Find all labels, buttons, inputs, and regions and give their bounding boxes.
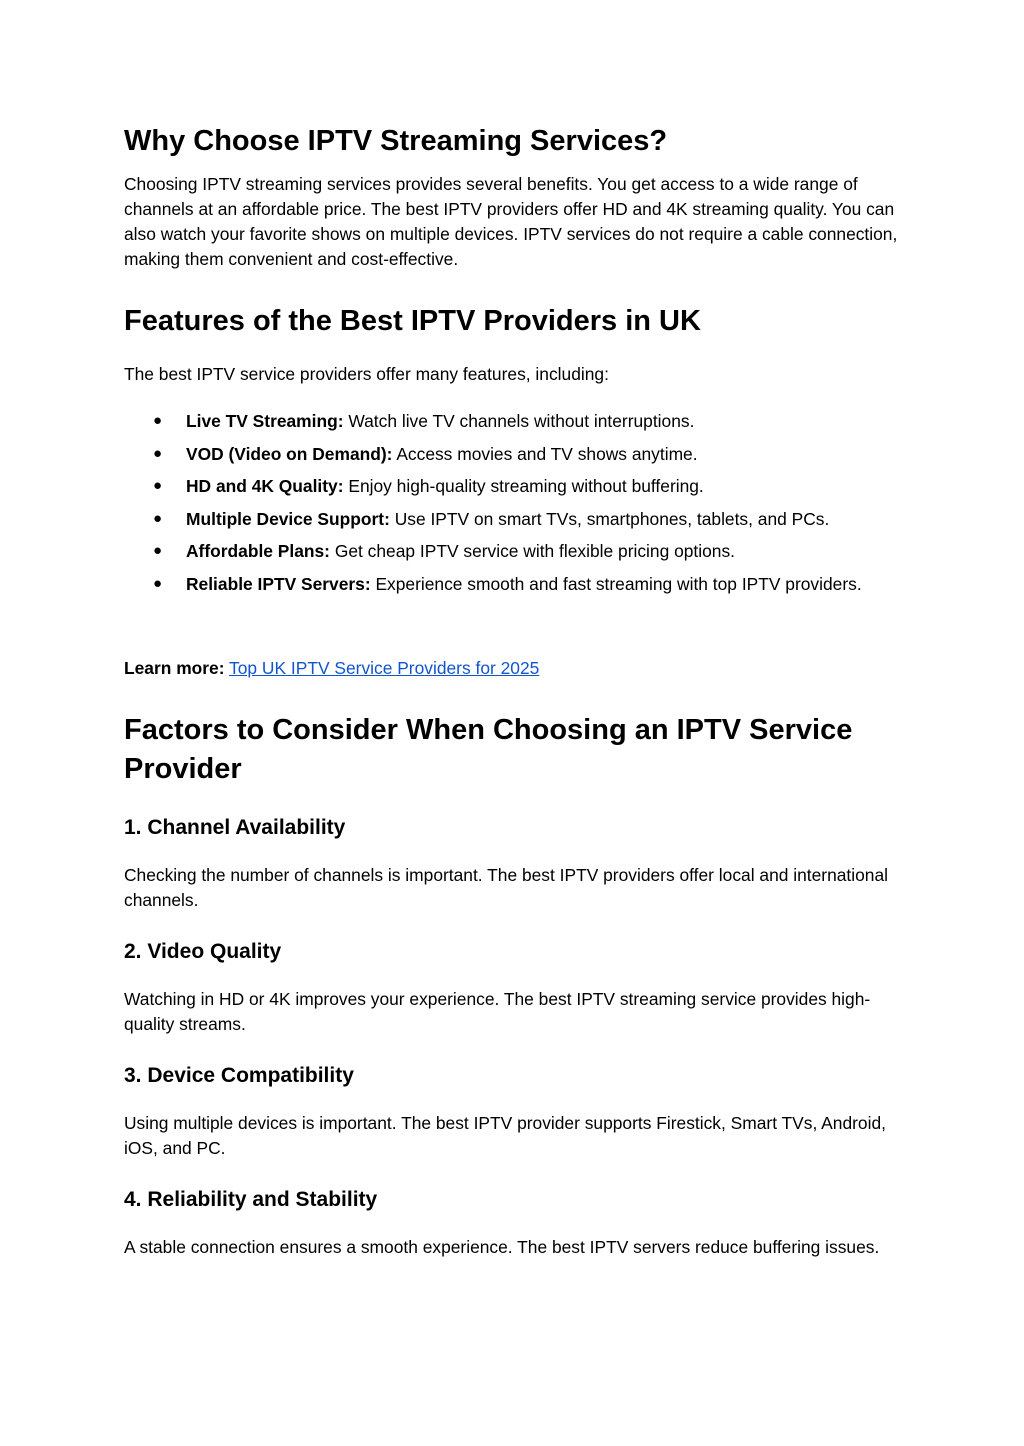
list-item <box>124 535 904 568</box>
list-item <box>124 438 904 471</box>
bullet-icon: ● <box>153 542 163 560</box>
bullet-icon: ● <box>153 477 163 495</box>
feature-text: Experience smooth and fast streaming with top IPTV providers. <box>370 573 862 594</box>
feature-label: VOD (Video on Demand): <box>186 443 393 464</box>
feature-label: Affordable Plans: <box>186 541 330 562</box>
feature-text: Watch live TV channels without interruptions. <box>343 411 695 431</box>
factor-title: 3. Device Compatibility <box>124 1064 354 1087</box>
factor-text: Watching in HD or 4K improves your experience. The best IPTV streaming service provides high-quality streams. <box>124 989 871 1034</box>
providers-2025-link[interactable]: Top UK IPTV Service Providers for 2025 <box>229 658 540 678</box>
feature-text: Use IPTV on smart TVs, smartphones, tablets, and PCs. <box>389 508 830 529</box>
learn-more-line <box>124 656 904 681</box>
feature-label: Live TV Streaming: <box>186 411 344 431</box>
feature-text: Get cheap IPTV service with flexible pricing options. <box>329 541 735 562</box>
factor-title: 2. Video Quality <box>124 940 282 963</box>
feature-text: Enjoy high-quality streaming without buffering. <box>343 476 704 497</box>
list-item <box>124 568 904 601</box>
list-item <box>124 503 904 536</box>
why-choose-heading: Why Choose IPTV Streaming Services? <box>124 125 668 157</box>
factor-title: 1. Channel Availability <box>124 816 346 839</box>
list-item <box>124 405 904 438</box>
why-choose-paragraph: Choosing IPTV streaming services provides several benefits. You get access to a wide range of channels at an affordable price. The best IPTV providers offer HD and 4K streaming quality. You can also watch your favorite shows on multiple devices. IPTV services do not require a cable connection, making them convenient and cost-effective. <box>124 174 898 269</box>
factors-heading: Factors to Consider When Choosing an IPTV Service Provider <box>124 714 853 785</box>
factor-text: A stable connection ensures a smooth experience. The best IPTV servers reduce buffering issues. <box>124 1237 880 1257</box>
bullet-icon: ● <box>153 574 163 592</box>
feature-label: Multiple Device Support: <box>186 508 390 529</box>
features-intro: The best IPTV service providers offer many features, including: <box>124 364 609 384</box>
factor-text: Checking the number of channels is important. The best IPTV providers offer local and international channels. <box>124 865 888 910</box>
features-list <box>124 405 904 601</box>
factor-title: 4. Reliability and Stability <box>124 1188 378 1211</box>
feature-label: HD and 4K Quality: <box>186 476 344 497</box>
bullet-icon: ● <box>153 412 163 429</box>
list-item <box>124 470 904 503</box>
feature-text: Access movies and TV shows anytime. <box>392 443 698 464</box>
factor-text: Using multiple devices is important. The best IPTV provider supports Firestick, Smart TVs, Android, iOS, and PC. <box>124 1113 886 1158</box>
learn-more-label: Learn more: <box>124 658 225 678</box>
feature-label: Reliable IPTV Servers: <box>186 573 371 594</box>
bullet-icon: ● <box>153 444 163 462</box>
features-heading: Features of the Best IPTV Providers in UK <box>124 305 701 337</box>
bullet-icon: ● <box>153 509 163 527</box>
